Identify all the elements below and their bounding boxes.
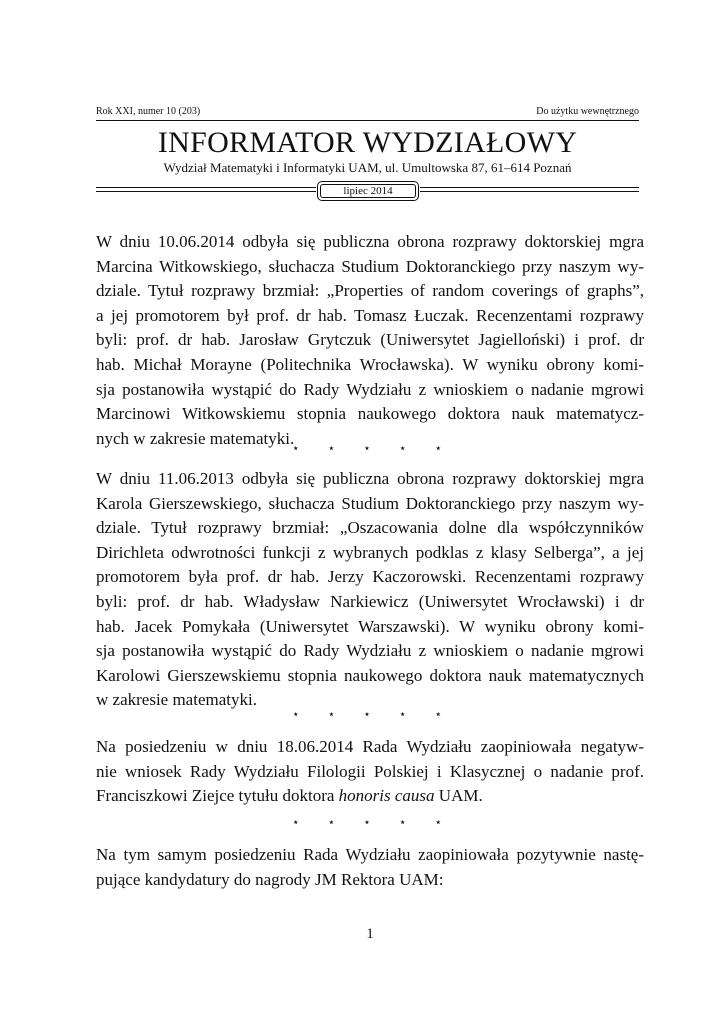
date-rule-right-top <box>420 187 639 188</box>
star-icon: ⋆ <box>292 707 300 721</box>
italic-phrase: honoris causa <box>338 786 435 806</box>
star-icon: ⋆ <box>327 707 336 721</box>
text-line: W dniu 10.06.2014 odbyła się publiczna obrona rozprawy doktorskiej mgra <box>96 232 644 251</box>
star-icon: ⋆ <box>398 815 407 829</box>
text-line: w zakresie matematyki. <box>96 690 257 710</box>
text-line: Karola Gierszewskiego, słuchacza Studium Doktoranckiego przy naszym wy- <box>96 493 644 513</box>
text-line: nych w zakresie matematyki. <box>96 428 295 448</box>
paragraph-2 <box>96 467 644 713</box>
date-rule-left-top <box>96 187 316 188</box>
star-icon: ⋆ <box>363 441 371 455</box>
date-rule-right-bottom <box>420 191 639 192</box>
star-icon: ⋆ <box>434 707 442 721</box>
text-run: Franciszkowi Ziejce tytułu doktora <box>96 786 339 806</box>
issue-number: Rok XXI, numer 10 (203) <box>96 106 201 117</box>
date-box <box>317 181 419 201</box>
star-icon: ⋆ <box>292 441 300 455</box>
text-line: W dniu 11.06.2013 odbyła się publiczna obrona rozprawy doktorskiej mgra <box>96 469 644 488</box>
text-line: hab. Jacek Pomykała (Uniwersytet Warszawski). W wyniku obrony komi- <box>96 616 644 636</box>
star-icon: ⋆ <box>434 815 442 829</box>
star-icon: ⋆ <box>327 441 336 455</box>
star-icon: ⋆ <box>363 707 371 721</box>
text-line: a jej promotorem był prof. dr hab. Tomasz Łuczak. Recenzentami rozprawy <box>96 305 644 325</box>
text-line: nie wniosek Rady Wydziału Filologii Polskiej i Klasycznej o nadanie prof. <box>96 761 644 781</box>
newsletter-title: INFORMATOR WYDZIAŁOWY <box>157 126 578 159</box>
text-line: dziale. Tytuł rozprawy brzmiał: „Oszacowania dolne dla współczynników <box>96 518 644 538</box>
text-line: Marcina Witkowskiego, słuchacza Studium Doktoranckiego przy naszym wy- <box>96 256 644 276</box>
newsletter-subtitle: Wydział Matematyki i Informatyki UAM, ul. Umultowska 87, 61–614 Poznań <box>163 160 572 175</box>
text-run: UAM. <box>434 786 483 806</box>
text-line: byli: prof. dr hab. Jarosław Grytczuk (Uniwersytet Jagielloński) i prof. dr <box>96 330 644 350</box>
text-line: Marcinowi Witkowskiemu stopnia naukowego doktora nauk matematycz- <box>96 404 644 424</box>
text-line: pujące kandydatury do nagrody JM Rektora UAM: <box>96 869 444 889</box>
text-line: Na posiedzeniu w dniu 18.06.2014 Rada Wydziału zaopiniowała negatyw- <box>96 737 644 756</box>
date-rule-left-bottom <box>96 191 316 192</box>
star-icon: ⋆ <box>363 815 371 829</box>
text-line: hab. Michał Morayne (Politechnika Wrocławska). W wyniku obrony komi- <box>96 354 644 374</box>
star-icon: ⋆ <box>398 707 407 721</box>
header-rule <box>96 120 639 121</box>
text-line: promotorem była prof. dr hab. Jerzy Kaczorowski. Recenzentami rozprawy <box>96 567 644 587</box>
separator-stars <box>292 815 442 829</box>
page-number: 1 <box>366 926 374 942</box>
text-line: Karolowi Gierszewskiemu stopnia naukowego doktora nauk matematycznych <box>96 665 644 685</box>
separator-stars <box>292 707 442 721</box>
separator-stars <box>292 441 442 455</box>
text-line: dziale. Tytuł rozprawy brzmiał: „Properties of random coverings of graphs”, <box>96 281 644 301</box>
text-line: byli: prof. dr hab. Władysław Narkiewicz (Uniwersytet Wrocławski) i dr <box>96 591 644 611</box>
text-line: sja postanowiła wystąpić do Rady Wydziału z wnioskiem o nadanie mgrowi <box>96 641 644 661</box>
header-meta <box>96 104 639 120</box>
text-line: Dirichleta odwrotności funkcji z wybranych podklas z klasy Selberga”, a jej <box>96 542 644 562</box>
text-line: sja postanowiła wystąpić do Rady Wydziału z wnioskiem o nadanie mgrowi <box>96 379 644 399</box>
star-icon: ⋆ <box>434 441 442 455</box>
paragraph-4 <box>96 843 644 892</box>
paragraph-3 <box>96 735 644 809</box>
issue-date: lipiec 2014 <box>320 184 416 198</box>
star-icon: ⋆ <box>292 815 300 829</box>
text-line <box>96 784 644 809</box>
usage-note: Do użytku wewnętrznego <box>536 106 639 117</box>
star-icon: ⋆ <box>398 441 407 455</box>
star-icon: ⋆ <box>327 815 336 829</box>
text-line: Na tym samym posiedzeniu Rada Wydziału zaopiniowała pozytywnie nastę- <box>96 845 644 864</box>
paragraph-1 <box>96 230 644 451</box>
